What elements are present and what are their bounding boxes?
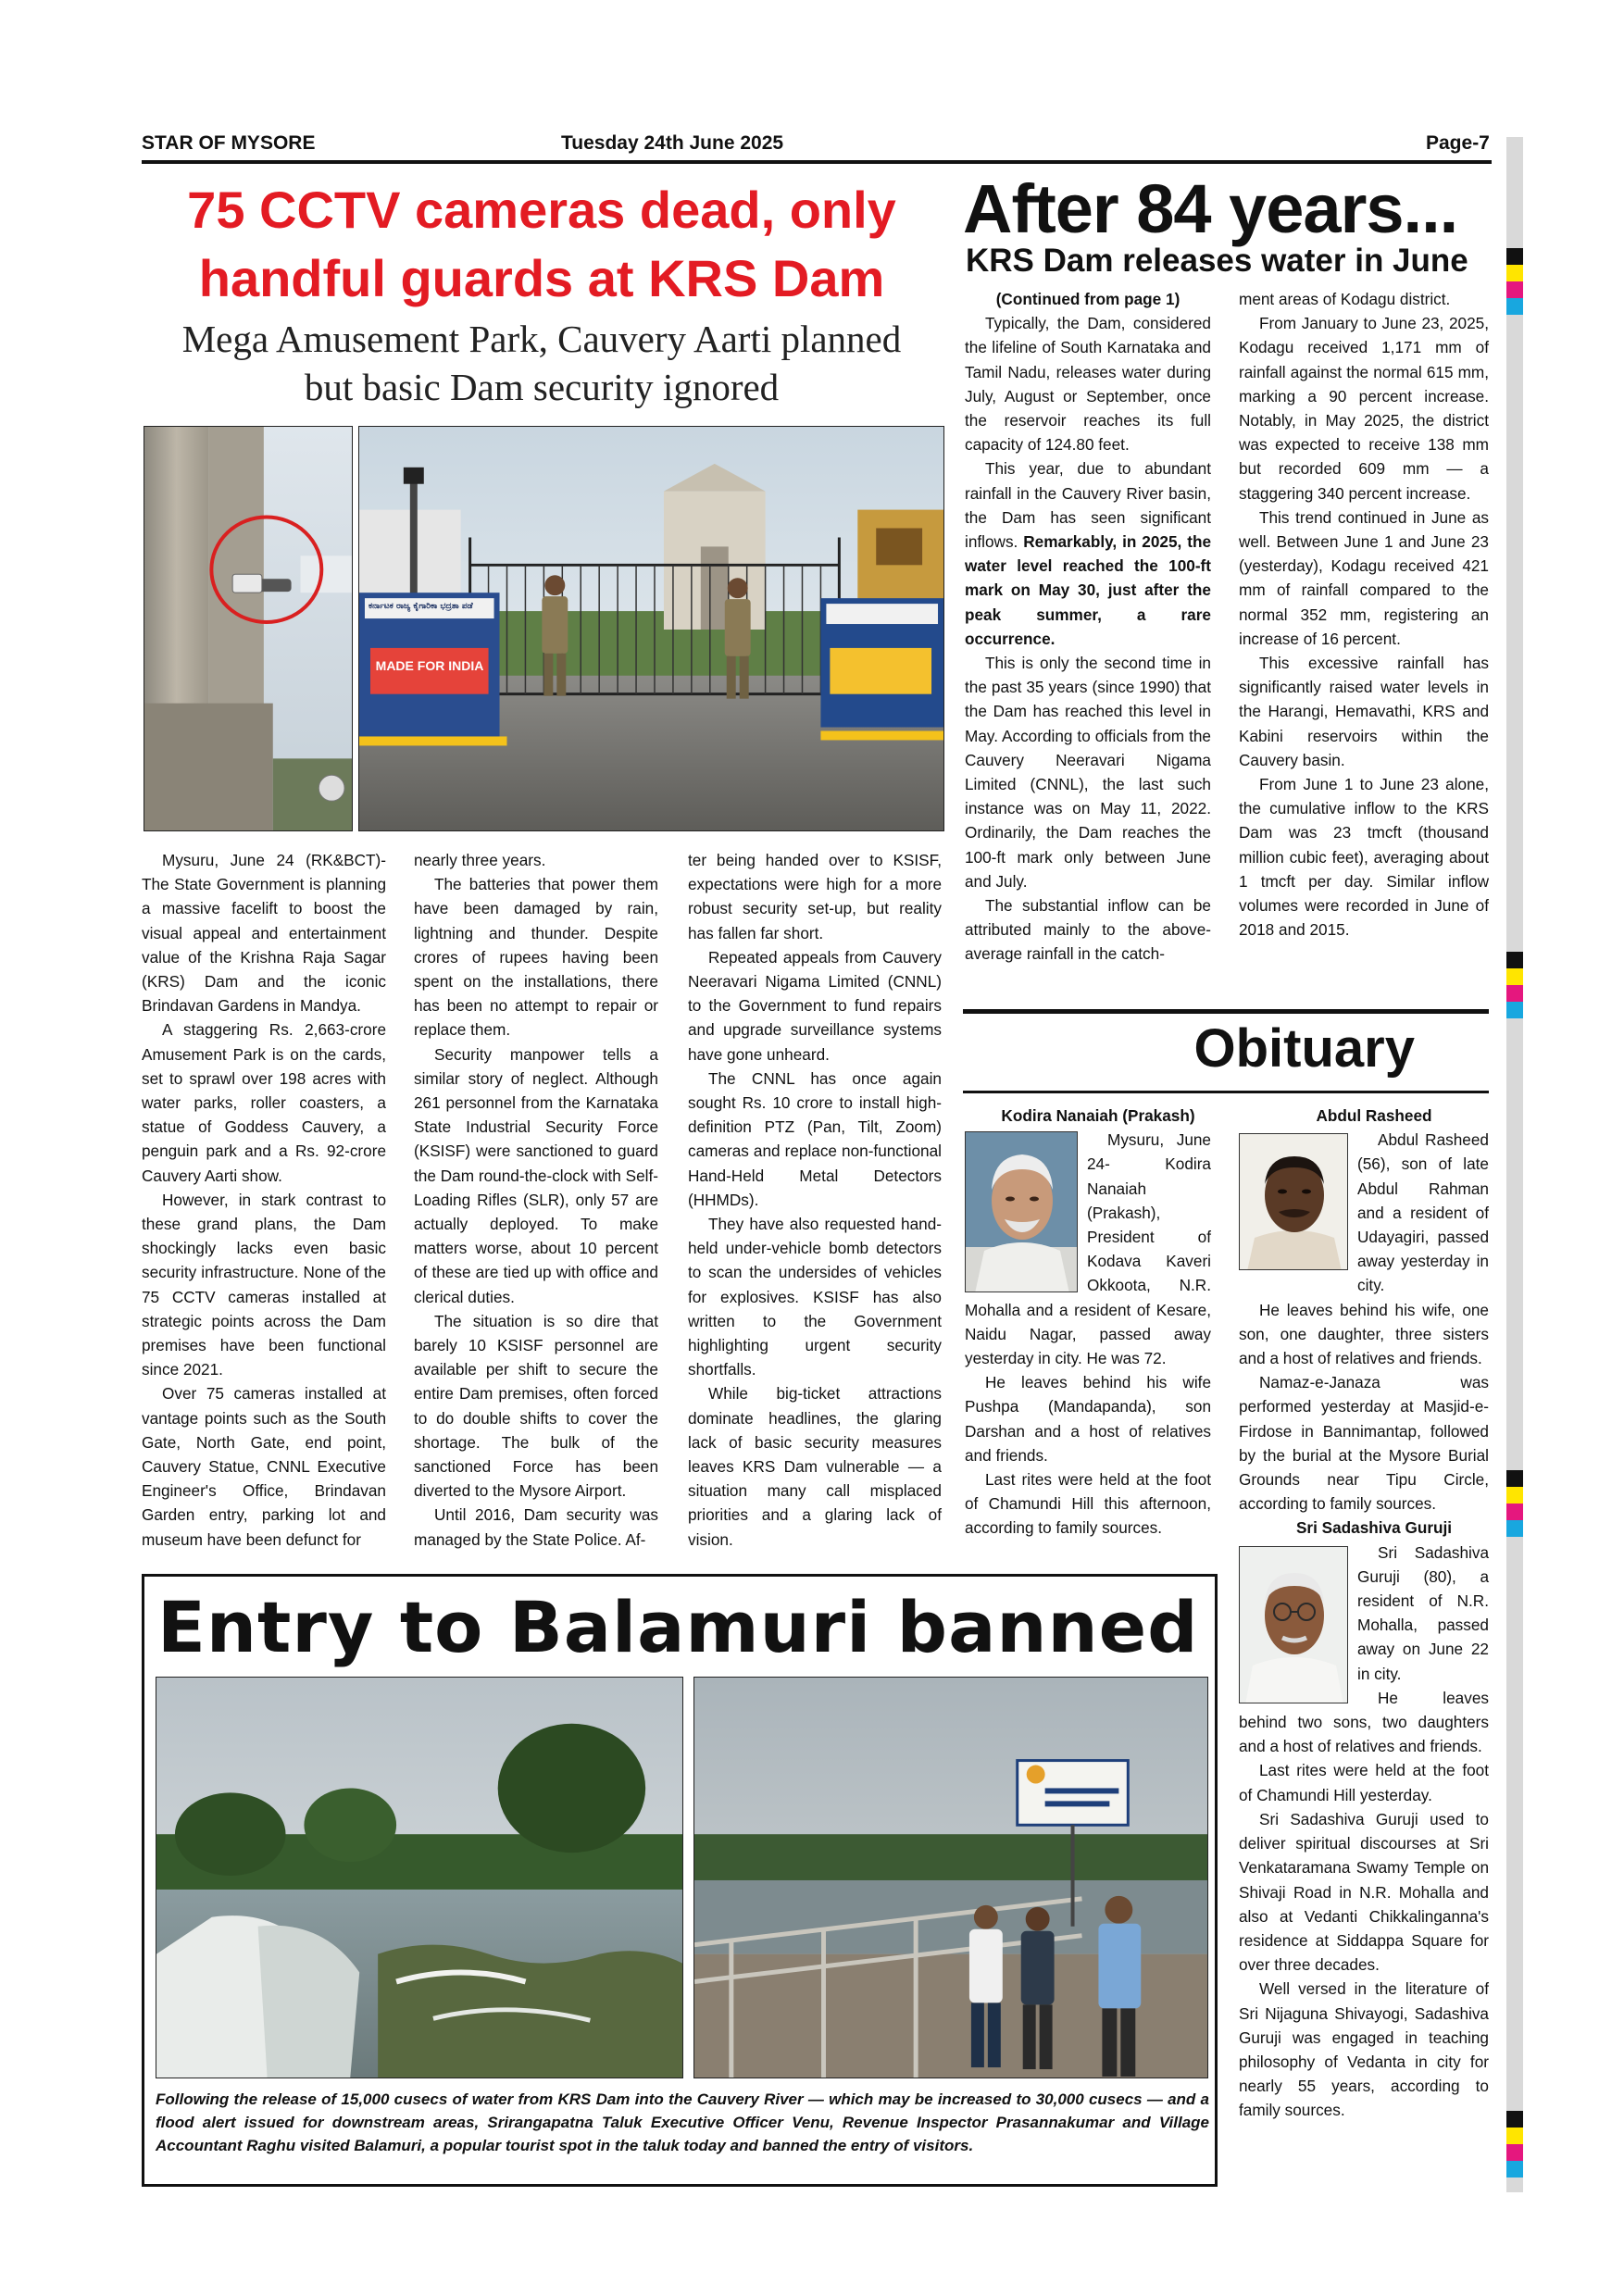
- krs-col1-para: Typically, the Dam, considered the lifeline of South Karnataka and Tamil Nadu, releases water during July, August or September, once the reservoir reaches its full capacity of 124.80 feet.: [965, 314, 1211, 455]
- balamuri-photo-caption: Following the release of 15,000 cusecs of water from KRS Dam into the Cauvery River — which may be increased to 30,000 cusecs — and a flood alert issued for downstream areas, Srirangapatna Taluk Executive Officer Venu, Revenue Inspector Prasannakumar and Village Accountant Raghu visited Balamuri, a popular tourist spot in the taluk today and banned the entry of visitors.: [156, 2090, 1209, 2154]
- obituary-sadashiva-text: Sri Sadashiva Guruji used to deliver spiritual discourses at Sri Venkataramana Swamy Temple on Shivaji Road in N.R. Mohalla and also at Vedanti Chikkalinganna's residence at Siddappa Square for over three decades.: [1239, 1809, 1489, 1975]
- cctv-col3-para: While big-ticket attractions dominate headlines, the glaring lack of basic security measures leaves KRS Dam vulnerable — a situation many call misplaced priorities and a glaring lack of vision.: [688, 1384, 942, 1549]
- krs-col2-para: From January to June 23, 2025, Kodagu received 1,171 mm of rainfall against the normal 615 mm, marking a 90 percent increase. Notably, in May 2025, the district was expected to receive 138 mm but recorded 609 mm — a staggering 340 percent increase.: [1239, 314, 1489, 503]
- obituary-rule-top: [963, 1009, 1489, 1014]
- cctv-col2-para: nearly three years.: [414, 851, 546, 869]
- masthead-page-number: Page-7: [1426, 132, 1490, 154]
- photo-abdul-rasheed: [1239, 1133, 1348, 1270]
- obituary-column-left: [965, 1104, 1211, 1541]
- photo-officials-barrier: [693, 1677, 1208, 2078]
- krs-column-1: [965, 287, 1211, 967]
- cctv-col2-para: The situation is so dire that barely 10 KSISF personnel are available per shift to secure the entire Dam premises, often forced to do double shifts to cover the shortage. The bulk of the sanctioned Force has been diverted to the Mysore Airport.: [414, 1311, 658, 1501]
- cctv-col1-para: Mysuru, June 24 (RK&BCT)- The State Government is planning a massive facelift to boost the visual appeal and entertainment value of the Krishna Raja Sagar (KRS) Dam and the iconic Brindavan Gardens in Mandya.: [142, 851, 386, 1016]
- obituary-column-right: [1239, 1104, 1489, 2123]
- cctv-subhead-line-2: but basic Dam security ignored: [304, 366, 780, 408]
- obituary-sadashiva-text: Sri Sadashiva Guruji (80), a resident of N.R. Mohalla, passed away on June 22 in city.: [1357, 1542, 1489, 1683]
- cctv-col2-para: Security manpower tells a similar story of neglect. Although 261 personnel from the Karnataka State Industrial Security Force (KSISF) were sanctioned to guard the Dam round-the-clock with Self-Loading Rifles (SLR), only 57 are actually deployed. To make matters worse, about 10 percent of these are tied up with office and clerical duties.: [414, 1044, 658, 1306]
- krs-col2-para: This trend continued in June as well. Between June 1 and June 23 (yesterday), Kodagu received 421 mm of rainfall compared to the normal 352 mm, registering an increase of 16 percent.: [1239, 507, 1489, 648]
- cctv-col3-para: Repeated appeals from Cauvery Neeravari Nigama Limited (CNNL) to the Government to fund repairs and upgrade surveillance systems have gone unheard.: [688, 947, 942, 1064]
- cctv-subhead-line-1: Mega Amusement Park, Cauvery Aarti planned: [181, 318, 902, 360]
- obituary-kodira-text: He leaves behind his wife Pushpa (Mandapanda), son Darshan and a host of relatives and friends.: [965, 1373, 1211, 1465]
- registration-mark-top: [1506, 248, 1523, 315]
- krs-col1-para: This year, due to abundant rainfall in the Cauvery River basin, the Dam has seen significant inflows. Remarkably, in 2025, the water level reached the 100-ft mark on May 30, just after the peak summer, a rare occurrence.: [965, 459, 1211, 648]
- obituary-sadashiva-text: Well versed in the literature of Sri Nijaguna Shivayogi, Sadashiva Guruji was engaged in teaching philosophy of Vedanta in city for nearly 55 years, according to family sources.: [1239, 1979, 1489, 2120]
- photo-gate-sign-text: ಕರ್ನಾಟಕ ರಾಜ್ಯ ಕೈಗಾರಿಕಾ ಭದ್ರತಾ ಪಡೆ: [369, 602, 473, 611]
- cctv-column-2: [414, 848, 658, 1552]
- photo-sadashiva-guruji: [1239, 1546, 1348, 1703]
- cctv-col3-para: The CNNL has once again sought Rs. 10 crore to install high-definition PTZ (Pan, Tilt, Zoom) cameras and replace non-functional Hand-Held Metal Detectors (HHMDs).: [688, 1068, 942, 1209]
- photo-cctv-camera: [144, 426, 353, 831]
- registration-mark-middle: [1506, 952, 1523, 1018]
- krs-subhead: KRS Dam releases water in June: [966, 243, 1468, 279]
- obituary-name-sadashiva: Sri Sadashiva Guruji: [1295, 1518, 1453, 1538]
- cctv-headline-line-2: handful guards at KRS Dam: [198, 249, 885, 307]
- balamuri-headline: Entry to Balamuri banned: [157, 1586, 1199, 1668]
- cctv-col3-para: They have also requested hand-held under-vehicle bomb detectors to scan the undersides of vehicles for explosives. KSISF has also written to the Government highlighting urgent security shortfalls.: [688, 1215, 942, 1379]
- photo-flood-water: [156, 1677, 683, 2078]
- krs-col1-para: This is only the second time in the past 35 years (since 1990) that the Dam has reached this level in May. According to officials from the Cauvery Neeravari Nigama Limited (CNNL), the last such instance was on May 11, 2022. Ordinarily, the Dam reaches the 100-ft mark only between June and July.: [965, 654, 1211, 891]
- krs-continued-label: (Continued from page 1): [995, 290, 1181, 308]
- krs-headline: After 84 years...: [963, 170, 1458, 247]
- krs-col2-para: This excessive rainfall has significantly raised water levels in the Harangi, Hemavathi, KRS and Kabini reservoirs within the Cauvery basin.: [1239, 654, 1489, 769]
- masthead-rule: [142, 160, 1492, 164]
- cctv-column-1: [142, 848, 386, 1552]
- cctv-col1-para: Over 75 cameras installed at vantage points such as the South Gate, North Gate, end point, Cauvery Statue, CNNL Executive Engineer's Office, Brindavan Garden entry, parking lot and museum have been defunct for: [142, 1384, 386, 1549]
- cctv-column-3: [688, 848, 942, 1552]
- obituary-sadashiva-text: Last rites were held at the foot of Chamundi Hill yesterday.: [1239, 1761, 1489, 1804]
- obituary-abdul-text: Abdul Rasheed (56), son of late Abdul Rahman and a resident of Udayagiri, passed away yesterday in city.: [1357, 1130, 1489, 1295]
- registration-mark-bottom: [1506, 2111, 1523, 2177]
- krs-column-2: [1239, 287, 1489, 942]
- photo-kodira-nanaiah: [965, 1131, 1078, 1292]
- obituary-kodira-text: Last rites were held at the foot of Chamundi Hill this afternoon, according to family sources.: [965, 1470, 1211, 1538]
- cctv-col2-para: The batteries that power them have been damaged by rain, lightning and thunder. Despite crores of rupees having been spent on the installations, there has been no attempt to repair or replace them.: [414, 875, 658, 1040]
- masthead-date: Tuesday 24th June 2025: [561, 132, 784, 154]
- obituary-kodira-text: Mysuru, June 24- Kodira Nanaiah (Prakash), President of Kodava Kaveri Okkoota, N.R. Mohalla and a resident of Kesare, Naidu Nagar, passed away yesterday in city. He was 72.: [965, 1130, 1211, 1368]
- photo-dam-gate-guards: [358, 426, 944, 831]
- krs-col2-para: From June 1 to June 23 alone, the cumulative inflow to the KRS Dam was 23 tmcft (thousand million cubic feet), averaging about 1 tmcft per day. Similar inflow volumes were recorded in June of 2018 and 2015.: [1239, 775, 1489, 940]
- balamuri-story-box: [142, 1574, 1218, 2187]
- obituary-title: Obituary: [1193, 1018, 1415, 1079]
- obituary-sadashiva-text: He leaves behind two sons, two daughters and a host of relatives and friends.: [1239, 1688, 1489, 1756]
- krs-col2-para: ment areas of Kodagu district.: [1239, 290, 1451, 308]
- krs-col1-para: The substantial inflow can be attributed mainly to the above-average rainfall in the catch-: [965, 896, 1211, 964]
- masthead-paper-name: STAR OF MYSORE: [142, 132, 316, 154]
- obituary-name-abdul: Abdul Rasheed: [1316, 1106, 1432, 1125]
- cctv-col1-para: A staggering Rs. 2,663-crore Amusement Park is on the cards, set to sprawl over 198 acres with water parks, roller coasters, a statue of Goddess Cauvery, a penguin park and a Rs. 92-crore Cauvery Aarti show.: [142, 1020, 386, 1185]
- registration-bar-grey: [1506, 137, 1523, 2192]
- cctv-headline-line-1: 75 CCTV cameras dead, only: [187, 181, 896, 239]
- cctv-headline: [139, 176, 944, 313]
- cctv-subhead: [139, 315, 944, 411]
- obituary-name-kodira: Kodira Nanaiah (Prakash): [1001, 1106, 1195, 1125]
- cctv-col2-para: Until 2016, Dam security was managed by the State Police. Af-: [414, 1505, 658, 1549]
- obituary-abdul-text: Namaz-e-Janaza was performed yesterday at Masjid-e-Firdose in Bannimantap, followed by the burial at the Mysore Burial Grounds near Tipu Circle, according to family sources.: [1239, 1373, 1489, 1514]
- photo-banner-text: MADE FOR INDIA: [375, 658, 484, 673]
- registration-mark-lower: [1506, 1470, 1523, 1537]
- cctv-col1-para: However, in stark contrast to these grand plans, the Dam shockingly lacks even basic security infrastructure. None of the 75 CCTV cameras installed at strategic points across the Dam premises have been functional since 2021.: [142, 1190, 386, 1379]
- cctv-col3-para: ter being handed over to KSISF, expectations were high for a more robust security set-up, but reality has fallen far short.: [688, 851, 942, 942]
- obituary-abdul-text: He leaves behind his wife, one son, one daughter, three sisters and a host of relatives and friends.: [1239, 1300, 1489, 1368]
- obituary-rule-bottom: [963, 1091, 1489, 1093]
